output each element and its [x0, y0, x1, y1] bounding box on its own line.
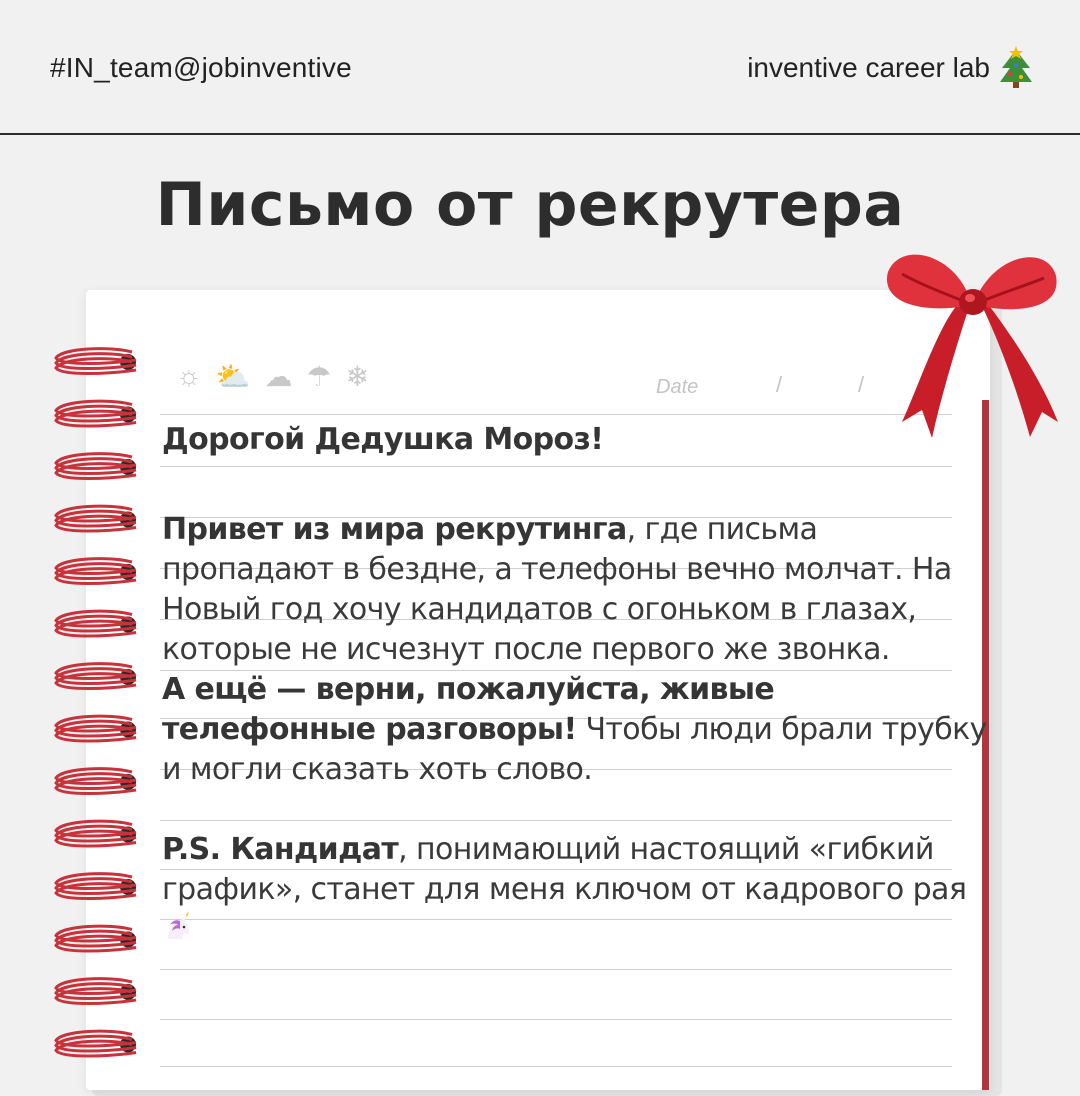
paragraph-1-text: , где письма пропадают в бездне, а телефоны вечно молчат. На Новый год хочу кандидатов с огоньком в глазах, которые не исчезнут после первого же звонка.	[162, 512, 952, 667]
spiral-binding	[40, 340, 150, 1060]
letter-greeting	[162, 420, 992, 460]
brand-name: inventive career lab	[747, 52, 990, 83]
rule-line	[160, 1019, 952, 1020]
rule-line	[160, 969, 952, 970]
christmas-tree-icon	[996, 46, 1036, 90]
postscript-text: , понимающий настоящий «гибкий график», станет для меня ключом от кадрового рая	[162, 832, 967, 907]
unicorn-icon	[162, 911, 194, 943]
page-title: Письмо от рекрутера	[155, 170, 905, 240]
snowflake-icon: ❄	[345, 361, 370, 392]
sun-icon: ☼	[176, 360, 202, 391]
blank-line	[162, 460, 992, 510]
greeting-text: Дорогой Дедушка Мороз!	[162, 422, 604, 457]
letter-postscript	[162, 830, 992, 950]
cloud-icon: ☁	[264, 361, 293, 392]
paragraph-2-text: Чтобы люди брали трубку и могли сказать хоть слово.	[162, 712, 987, 787]
date-label: Date	[656, 376, 699, 398]
date-separator: /	[858, 372, 865, 397]
postscript-bold: P.S. Кандидат	[162, 832, 399, 867]
blank-line	[162, 790, 992, 830]
date-separator: /	[776, 372, 783, 397]
header	[0, 0, 1080, 135]
letter-paragraph-1	[162, 510, 992, 670]
letter-body	[162, 420, 992, 950]
paragraph-1-bold: Привет из мира рекрутинга	[162, 512, 627, 547]
letter-paragraph-2	[162, 670, 992, 790]
umbrella-icon: ☂	[306, 361, 332, 392]
partly-cloudy-icon: ⛅	[215, 361, 251, 392]
rule-line	[160, 1066, 952, 1067]
weather-icons	[176, 360, 369, 393]
team-handle: #IN_team@jobinventive	[50, 52, 352, 83]
rule-line	[160, 414, 952, 415]
paragraph-2-bold: А ещё — верни, пожалуйста, живые телефонные разговоры!	[162, 672, 775, 747]
brand	[747, 44, 1036, 92]
